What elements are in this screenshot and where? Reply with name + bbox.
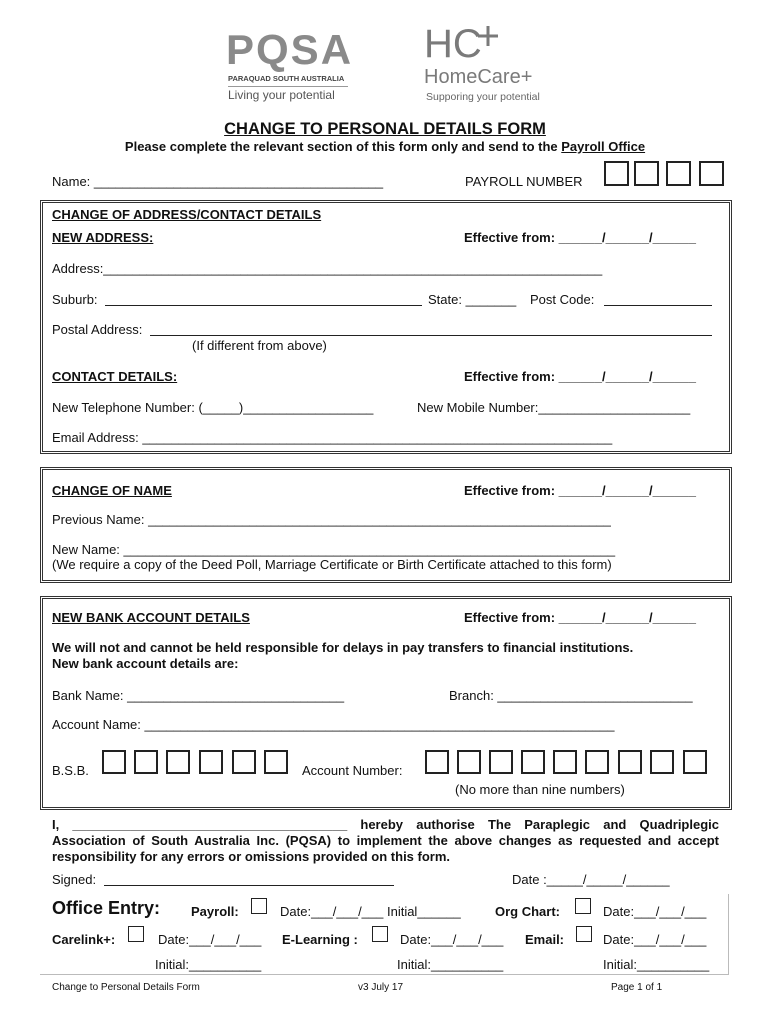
account-number-box-6[interactable] <box>585 750 609 774</box>
signed-label: Signed: <box>52 872 97 887</box>
state-field[interactable]: State: _______ <box>428 292 517 307</box>
email-checkbox[interactable] <box>576 926 592 942</box>
bsb-box-3[interactable] <box>166 750 190 774</box>
org-chart-date[interactable]: Date:___/___/___ <box>603 904 707 919</box>
bank-effective-date[interactable]: Effective from: ______/______/______ <box>464 610 696 625</box>
account-number-box-1[interactable] <box>425 750 449 774</box>
email-entry-label: Email: <box>525 932 565 947</box>
name-document-note: (We require a copy of the Deed Poll, Marriage Certificate or Birth Certificate attached to this form) <box>52 557 612 572</box>
bsb-box-2[interactable] <box>134 750 158 774</box>
address-section-heading: CHANGE OF ADDRESS/CONTACT DETAILS <box>52 207 322 222</box>
payroll-entry-label: Payroll: <box>191 904 239 919</box>
homecare-name: HomeCare+ <box>424 66 533 88</box>
postcode-label: Post Code: <box>530 292 595 307</box>
pqsa-logo <box>222 28 352 104</box>
account-number-box-4[interactable] <box>521 750 545 774</box>
postal-address-note: (If different from above) <box>192 338 327 353</box>
mobile-field[interactable]: New Mobile Number:_____________________ <box>417 400 691 415</box>
contact-effective-date[interactable]: Effective from: ______/______/______ <box>464 369 696 384</box>
suburb-label: Suburb: <box>52 292 98 307</box>
postal-address-field[interactable] <box>150 335 712 336</box>
postcode-field[interactable] <box>604 305 712 306</box>
name-effective-date[interactable]: Effective from: ______/______/______ <box>464 483 696 498</box>
email-field[interactable]: Email Address: _________________________________________________________________ <box>52 430 613 445</box>
pqsa-org-name: PARAQUAD SOUTH AUSTRALIA <box>228 74 345 83</box>
email-initial[interactable]: Initial:__________ <box>603 957 710 972</box>
bsb-box-5[interactable] <box>232 750 256 774</box>
footer-page-number: Page 1 of 1 <box>611 982 663 993</box>
footer-version: v3 July 17 <box>358 982 404 993</box>
account-name-field[interactable]: Account Name: _________________________________________________________________ <box>52 717 615 732</box>
address-effective-date[interactable]: Effective from: ______/______/______ <box>464 230 696 245</box>
payroll-box-2[interactable] <box>634 161 659 186</box>
payroll-checkbox[interactable] <box>251 898 267 914</box>
name-field[interactable]: Name: ________________________________________ <box>52 174 384 189</box>
carelink-initial[interactable]: Initial:__________ <box>155 957 262 972</box>
form-title: CHANGE TO PERSONAL DETAILS FORM <box>224 120 546 138</box>
suburb-field[interactable] <box>105 305 422 306</box>
authorisation-text: I, ______________________________________ hereby authorise The Paraplegic and Quadriplegic Association of South Australia Inc. (PQSA) to implement the above changes as requested and accept responsibility for any errors or omissions provided on this form. <box>52 817 719 864</box>
bank-name-field[interactable]: Bank Name: ______________________________ <box>52 688 345 703</box>
email-date[interactable]: Date:___/___/___ <box>603 932 707 947</box>
carelink-checkbox[interactable] <box>128 926 144 942</box>
bank-section-heading: NEW BANK ACCOUNT DETAILS <box>52 610 250 625</box>
footer-form-name: Change to Personal Details Form <box>52 982 200 993</box>
bank-disclaimer: We will not and cannot be held responsible for delays in pay transfers to financial institutions. <box>52 640 634 655</box>
homecare-logo <box>420 22 560 104</box>
pqsa-logo-letters: PQSA <box>226 26 354 73</box>
signature-field[interactable] <box>104 885 394 886</box>
account-number-label: Account Number: <box>302 763 403 778</box>
account-number-box-2[interactable] <box>457 750 481 774</box>
new-name-field[interactable]: New Name: ____________________________________________________________________ <box>52 542 616 557</box>
bsb-box-6[interactable] <box>264 750 288 774</box>
account-number-box-8[interactable] <box>650 750 674 774</box>
payroll-box-1[interactable] <box>604 161 629 186</box>
plus-icon <box>474 24 504 48</box>
branch-field[interactable]: Branch: ___________________________ <box>449 688 693 703</box>
payroll-box-3[interactable] <box>666 161 691 186</box>
homecare-logo-letters: HC <box>424 22 482 66</box>
form-instruction <box>0 139 770 154</box>
signed-date-field[interactable]: Date :_____/_____/______ <box>512 872 670 887</box>
elearning-checkbox[interactable] <box>372 926 388 942</box>
carelink-label: Carelink+: <box>52 932 116 947</box>
account-number-note: (No more than nine numbers) <box>455 782 625 797</box>
homecare-tagline: Supporing your potential <box>426 91 540 103</box>
elearning-date[interactable]: Date:___/___/___ <box>400 932 504 947</box>
instruction-text: Please complete the relevant section of this form only and send to the <box>124 139 558 154</box>
telephone-field[interactable]: New Telephone Number: (_____)__________________ <box>52 400 374 415</box>
org-chart-checkbox[interactable] <box>575 898 591 914</box>
org-chart-label: Org Chart: <box>495 904 560 919</box>
pqsa-tagline: Living your potential <box>228 88 335 102</box>
new-address-heading: NEW ADDRESS: <box>52 230 154 245</box>
contact-details-heading: CONTACT DETAILS: <box>52 369 178 384</box>
payroll-office-link: Payroll Office <box>561 139 646 154</box>
address-field[interactable]: Address:_____________________________________________________________________ <box>52 261 603 276</box>
account-number-box-9[interactable] <box>683 750 707 774</box>
carelink-date[interactable]: Date:___/___/___ <box>158 932 262 947</box>
payroll-number-label: PAYROLL NUMBER <box>465 174 583 189</box>
account-number-box-7[interactable] <box>618 750 642 774</box>
office-entry-title: Office Entry: <box>52 898 161 918</box>
account-number-box-5[interactable] <box>553 750 577 774</box>
bsb-box-4[interactable] <box>199 750 223 774</box>
bsb-box-1[interactable] <box>102 750 126 774</box>
elearning-label: E-Learning : <box>282 932 358 947</box>
postal-address-label: Postal Address: <box>52 322 143 337</box>
name-section-heading: CHANGE OF NAME <box>52 483 172 498</box>
payroll-date-initial[interactable]: Date:___/___/___ Initial______ <box>280 904 461 919</box>
previous-name-field[interactable]: Previous Name: ________________________________________________________________ <box>52 512 611 527</box>
account-number-box-3[interactable] <box>489 750 513 774</box>
bank-details-intro: New bank account details are: <box>52 656 239 671</box>
bsb-label: B.S.B. <box>52 763 89 778</box>
elearning-initial[interactable]: Initial:__________ <box>397 957 504 972</box>
payroll-box-4[interactable] <box>699 161 724 186</box>
